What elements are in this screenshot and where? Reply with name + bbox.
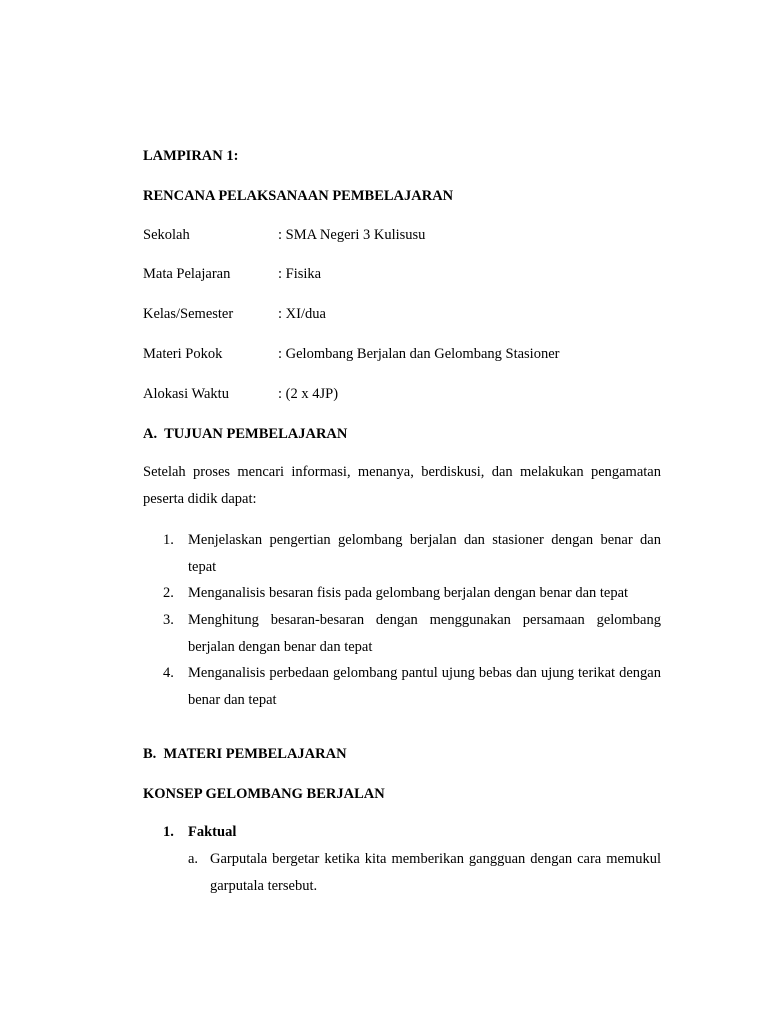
list-number: 1.: [163, 532, 174, 548]
list-text: Menghitung besaran-besaran dengan menggunakan persamaan gelombang berjalan dengan benar dan tepat: [188, 612, 661, 655]
identity-label: Alokasi Waktu: [143, 386, 229, 402]
section-b-subheading: KONSEP GELOMBANG BERJALAN: [143, 786, 385, 802]
identity-value: : (2 x 4JP): [278, 386, 339, 402]
identity-value: : XI/dua: [278, 306, 326, 322]
list-text: Menganalisis perbedaan gelombang pantul ujung bebas dan ujung terikat dengan benar dan tepat: [188, 665, 661, 708]
section-b-heading: B. MATERI PEMBELAJARAN: [143, 746, 347, 762]
section-a-heading: A. TUJUAN PEMBELAJARAN: [143, 426, 348, 442]
list-number: 3.: [163, 612, 174, 628]
document-title: RENCANA PELAKSANAAN PEMBELAJARAN: [143, 188, 454, 204]
identity-label: Materi Pokok: [143, 346, 223, 362]
identity-label: Kelas/Semester: [143, 306, 234, 322]
identity-value: : Gelombang Berjalan dan Gelombang Stasioner: [278, 346, 560, 362]
list-number: 2.: [163, 585, 174, 601]
list-text: Menjelaskan pengertian gelombang berjalan dan stasioner dengan benar dan tepat: [188, 532, 661, 575]
point-number: 1.: [163, 824, 174, 840]
identity-label: Mata Pelajaran: [143, 266, 231, 282]
list-number: 4.: [163, 665, 174, 681]
appendix-label: LAMPIRAN 1:: [143, 148, 239, 164]
sub-letter: a.: [188, 851, 199, 867]
section-a-intro: Setelah proses mencari informasi, menanya, berdiskusi, dan melakukan pengamatan peserta didik dapat:: [143, 464, 661, 507]
identity-value: : Fisika: [278, 266, 322, 282]
identity-value: : SMA Negeri 3 Kulisusu: [278, 227, 426, 243]
sub-text: Garputala bergetar ketika kita memberikan gangguan dengan cara memukul garputala tersebut.: [210, 851, 661, 894]
list-text: Menganalisis besaran fisis pada gelombang berjalan dengan benar dan tepat: [188, 585, 629, 601]
point-title: Faktual: [188, 824, 237, 840]
identity-label: Sekolah: [143, 227, 190, 243]
